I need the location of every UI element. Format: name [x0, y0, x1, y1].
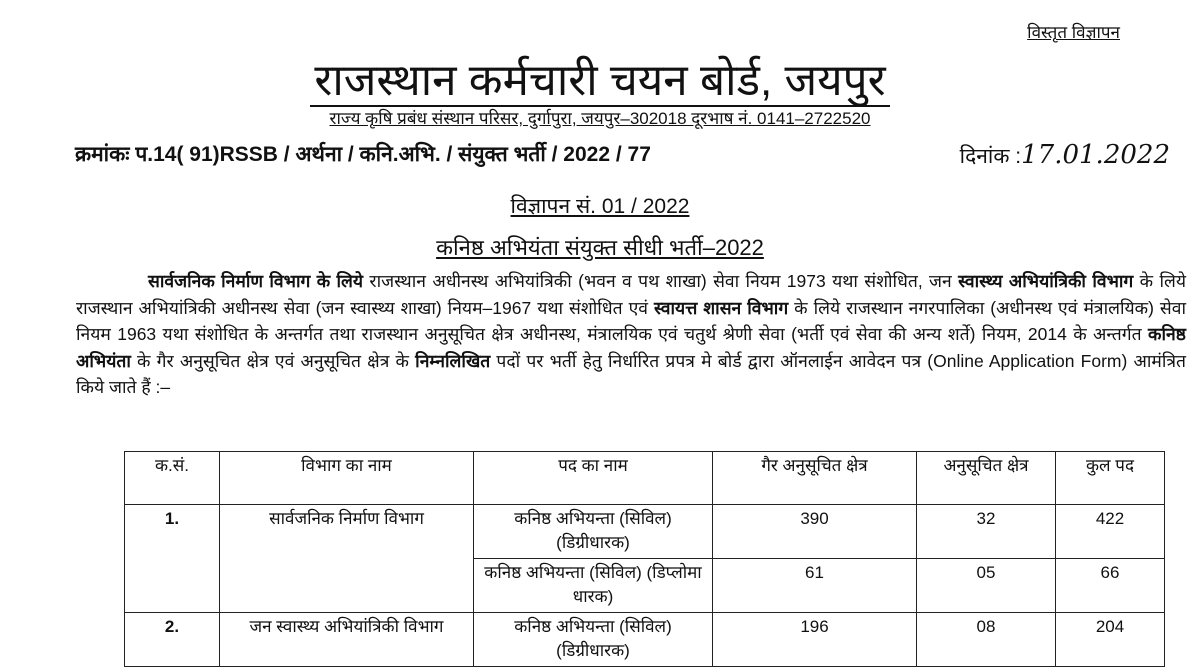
table-header-row	[125, 452, 1165, 505]
non-scheduled-cell: 390	[713, 505, 917, 559]
non-scheduled-cell: 61	[713, 559, 917, 613]
date-label: दिनांक :	[959, 145, 1022, 168]
organization-title	[0, 48, 1200, 108]
serial-cell: 2.	[125, 613, 220, 667]
paragraph-segment: के लिये राजस्थान अभियांत्रिकी अधीनस्थ सेवा (जन स्वास्थ्य शाखा) नियम–1967 यथा संशोधित एवं	[76, 271, 1186, 318]
title-text: राजस्थान कर्मचारी चयन बोर्ड, जयपुर	[310, 56, 889, 107]
posts-table	[124, 451, 1165, 667]
column-header: गैर अनुसूचित क्षेत्र	[713, 452, 917, 505]
paragraph-segment: निम्नलिखित	[415, 350, 491, 371]
paragraph-segment: कनिष्ठ अभियंता	[76, 324, 1186, 371]
intro-paragraph	[76, 268, 1186, 401]
department-cell: जन स्वास्थ्य अभियांत्रिकी विभाग	[220, 613, 474, 667]
column-header: क.सं.	[125, 452, 220, 505]
scheduled-cell: 32	[917, 505, 1056, 559]
column-header: कुल पद	[1056, 452, 1165, 505]
serial-cell: 1.	[125, 505, 220, 613]
detailed-advertisement-label: विस्तृत विज्ञापन	[1027, 23, 1120, 42]
reference-number: क्रमांकः प.14( 91)RSSB / अर्थना / कनि.अभि. / संयुक्त भर्ती / 2022 / 77	[75, 143, 651, 166]
paragraph-segment: राजस्थान अधीनस्थ अभियांत्रिकी (भवन व पथ शाखा) सेवा नियम 1973 यथा संशोधित, जन	[363, 271, 959, 291]
column-header: विभाग का नाम	[220, 452, 474, 505]
total-cell: 204	[1056, 613, 1165, 667]
column-header: पद का नाम	[474, 452, 713, 505]
post-name-cell: कनिष्ठ अभियन्ता (सिविल) (डिप्लोमा धारक)	[474, 559, 713, 613]
table-row	[125, 505, 1165, 559]
paragraph-segment: के लिये राजस्थान नगरपालिका (अधीनस्थ एवं मंत्रालयिक) सेवा नियम 1963 यथा संशोधित के अन्तर्गत तथा राजस्थान अनुसूचित क्षेत्र अधीनस्थ, मंत्रालयिक एवं चतुर्थ श्रेणी सेवा (भर्ती एवं सेवा की अन्य शर्ते) नियम, 2014 के अन्तर्गत	[76, 297, 1187, 344]
paragraph-segment: पदों पर भर्ती हेतु निर्धारित प्रपत्र मे बोर्ड द्वारा ऑनलाईन आवेदन पत्र (Online Application Form) आमंत्रित किये जाते हैं :–	[76, 350, 1186, 397]
total-cell: 66	[1056, 559, 1165, 613]
paragraph-segment: सार्वजनिक निर्माण विभाग के लिये	[148, 271, 364, 291]
total-cell: 422	[1056, 505, 1165, 559]
paragraph-segment: स्वास्थ्य अभियांत्रिकी विभाग	[958, 271, 1134, 291]
department-cell: सार्वजनिक निर्माण विभाग	[220, 505, 474, 613]
scheduled-cell: 05	[917, 559, 1056, 613]
advertisement-number: विज्ञापन सं. 01 / 2022	[510, 195, 690, 218]
scheduled-cell: 08	[917, 613, 1056, 667]
paragraph-segment: स्वायत्त शासन विभाग	[653, 297, 789, 318]
post-name-cell: कनिष्ठ अभियन्ता (सिविल) (डिग्रीधारक)	[474, 505, 713, 559]
column-header: अनुसूचित क्षेत्र	[917, 452, 1056, 505]
date-field	[960, 140, 1170, 170]
paragraph-segment: के गैर अनुसूचित क्षेत्र एवं अनुसूचित क्षेत्र के	[130, 350, 416, 371]
table-row	[125, 613, 1165, 667]
post-name-cell: कनिष्ठ अभियन्ता (सिविल) (डिग्रीधारक)	[474, 613, 713, 667]
date-value: 17.01.2022	[1021, 140, 1170, 170]
address-line: राज्य कृषि प्रबंध संस्थान परिसर, दुर्गापुरा, जयपुर–302018 दूरभाष नं. 0141–2722520	[329, 109, 871, 128]
non-scheduled-cell: 196	[713, 613, 917, 667]
advertisement-subject: कनिष्ठ अभियंता संयुक्त सीधी भर्ती–2022	[436, 235, 764, 260]
